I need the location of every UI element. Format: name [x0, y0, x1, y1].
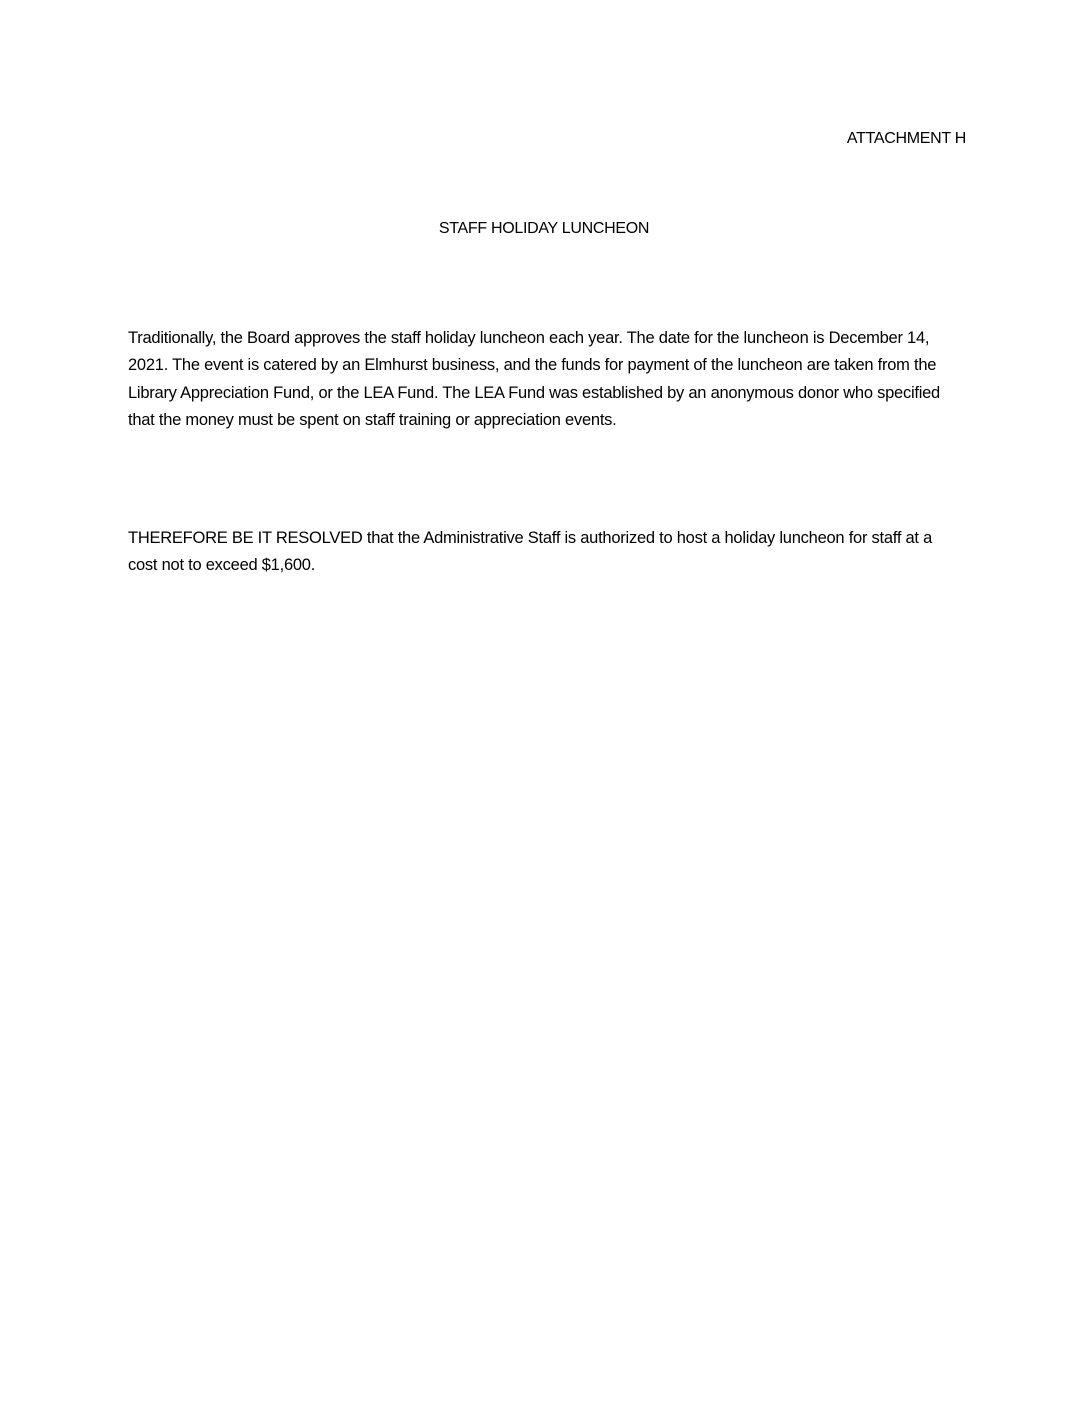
document-title: STAFF HOLIDAY LUNCHEON — [438, 220, 650, 237]
body-paragraph-intro: Traditionally, the Board approves the staff holiday luncheon each year. The date for the luncheon is December 14, 2021. The event is catered by an Elmhurst business, and the funds for payment of the luncheon are taken from the Library Appreciation Fund, or the LEA Fund. The LEA Fund was established by an anonymous donor who specified that the money must be spent on staff training or appreciation events. — [128, 328, 940, 430]
body-paragraph-resolution: THEREFORE BE IT RESOLVED that the Administrative Staff is authorized to host a holiday luncheon for staff at a cost not to exceed $1,600. — [128, 528, 933, 575]
attachment-label: ATTACHMENT H — [846, 130, 966, 147]
